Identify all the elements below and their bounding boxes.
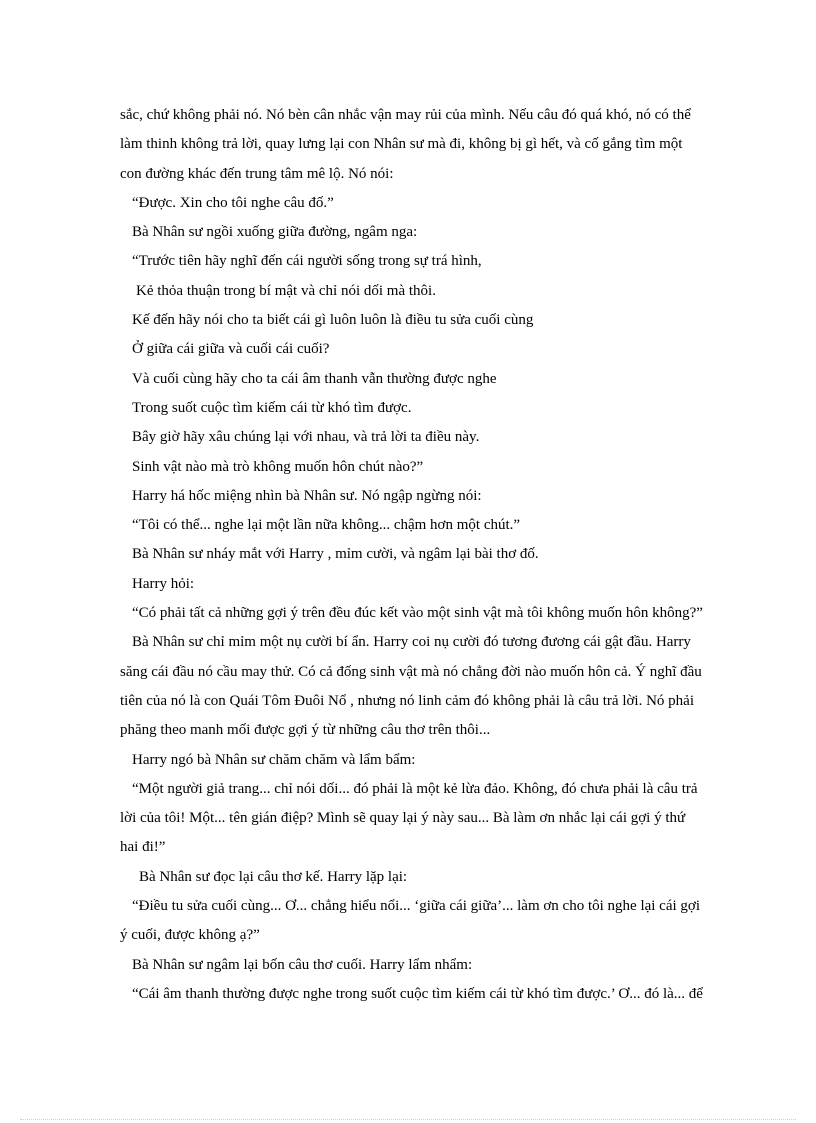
text-line: tiên của nó là con Quái Tôm Đuôi Nổ , nhưng nó linh cảm đó không phải là câu trả lời. Nó phải xyxy=(120,692,694,709)
text-line: Harry há hốc miệng nhìn bà Nhân sư. Nó ngập ngừng nói: xyxy=(132,487,482,504)
text-line: săng cái đầu nó cầu may thử. Có cả đống sinh vật mà nó chẳng đời nào muốn hôn cả. Ý nghĩ đầu xyxy=(120,663,702,680)
text-line: “Tôi có thể... nghe lại một lần nữa không... chậm hơn một chút.” xyxy=(132,517,521,534)
text-line: Và cuối cùng hãy cho ta cái âm thanh vẫn thường được nghe xyxy=(132,370,497,387)
text-line: Trong suốt cuộc tìm kiếm cái từ khó tìm được. xyxy=(132,399,412,416)
text-line: “Cái âm thanh thường được nghe trong suốt cuộc tìm kiếm cái từ khó tìm được.’ Ơ... đó là... để xyxy=(132,985,703,1002)
text-line: Bây giờ hãy xâu chúng lại với nhau, và trả lời ta điều này. xyxy=(132,429,480,446)
text-line: Kế đến hãy nói cho ta biết cái gì luôn luôn là điều tu sửa cuối cùng xyxy=(132,312,534,329)
text-line: con đường khác đến trung tâm mê lộ. Nó nói: xyxy=(120,165,394,182)
text-line: “Được. Xin cho tôi nghe câu đố.” xyxy=(132,194,334,211)
text-line: làm thinh không trả lời, quay lưng lại con Nhân sư mà đi, không bị gì hết, và cố gắng tìm một xyxy=(120,136,683,153)
text-line: lời của tôi! Một... tên gián điệp? Mình sẽ quay lại ý này sau... Bà làm ơn nhắc lại cái gợi ý thứ xyxy=(120,810,686,827)
text-line: “Một người giả trang... chỉ nói dối... đó phải là một kẻ lừa đảo. Không, đó chưa phải là câu trả xyxy=(132,780,698,797)
text-line: Kẻ thỏa thuận trong bí mật và chỉ nói dối mà thôi. xyxy=(136,282,436,299)
text-line: Harry ngó bà Nhân sư chăm chăm và lẩm bẩm: xyxy=(132,751,416,768)
text-line: Bà Nhân sư ngồi xuống giữa đường, ngâm nga: xyxy=(132,224,418,241)
text-line: hai đi!” xyxy=(120,839,166,856)
text-line: sắc, chứ không phải nó. Nó bèn cân nhắc vận may rủi của mình. Nếu câu đó quá khó, nó có thể xyxy=(120,107,691,123)
text-line: Bà Nhân sư đọc lại câu thơ kế. Harry lặp lại: xyxy=(139,868,408,885)
text-line: Bà Nhân sư chỉ mỉm một nụ cười bí ẩn. Harry coi nụ cười đó tương đương cái gật đầu. Harry xyxy=(132,634,691,651)
text-line: “Có phải tất cả những gợi ý trên đều đúc kết vào một sinh vật mà tôi không muốn hôn không?” xyxy=(132,605,703,622)
text-line: phăng theo manh mối được gợi ý từ những câu thơ trên thôi... xyxy=(120,722,491,739)
text-line: Sinh vật nào mà trò không muốn hôn chút nào?” xyxy=(132,458,424,475)
text-line: Bà Nhân sư nháy mắt với Harry , mỉm cười, và ngâm lại bài thơ đố. xyxy=(132,546,539,563)
document-body xyxy=(120,101,750,1009)
text-line: Bà Nhân sư ngâm lại bốn câu thơ cuối. Harry lẩm nhẩm: xyxy=(132,956,473,973)
text-line: Harry hỏi: xyxy=(132,575,195,592)
text-line: Ở giữa cái giữa và cuối cái cuối? xyxy=(132,341,330,358)
page-bottom-edge xyxy=(20,1119,796,1120)
text-line: ý cuối, được không ạ?” xyxy=(120,927,260,944)
text-line: “Trước tiên hãy nghĩ đến cái người sống trong sự trá hình, xyxy=(132,253,482,270)
text-line: “Điều tu sửa cuối cùng... Ơ... chẳng hiểu nổi... ‘giữa cái giữa’... làm ơn cho tôi nghe lại cái gợi xyxy=(132,898,701,915)
